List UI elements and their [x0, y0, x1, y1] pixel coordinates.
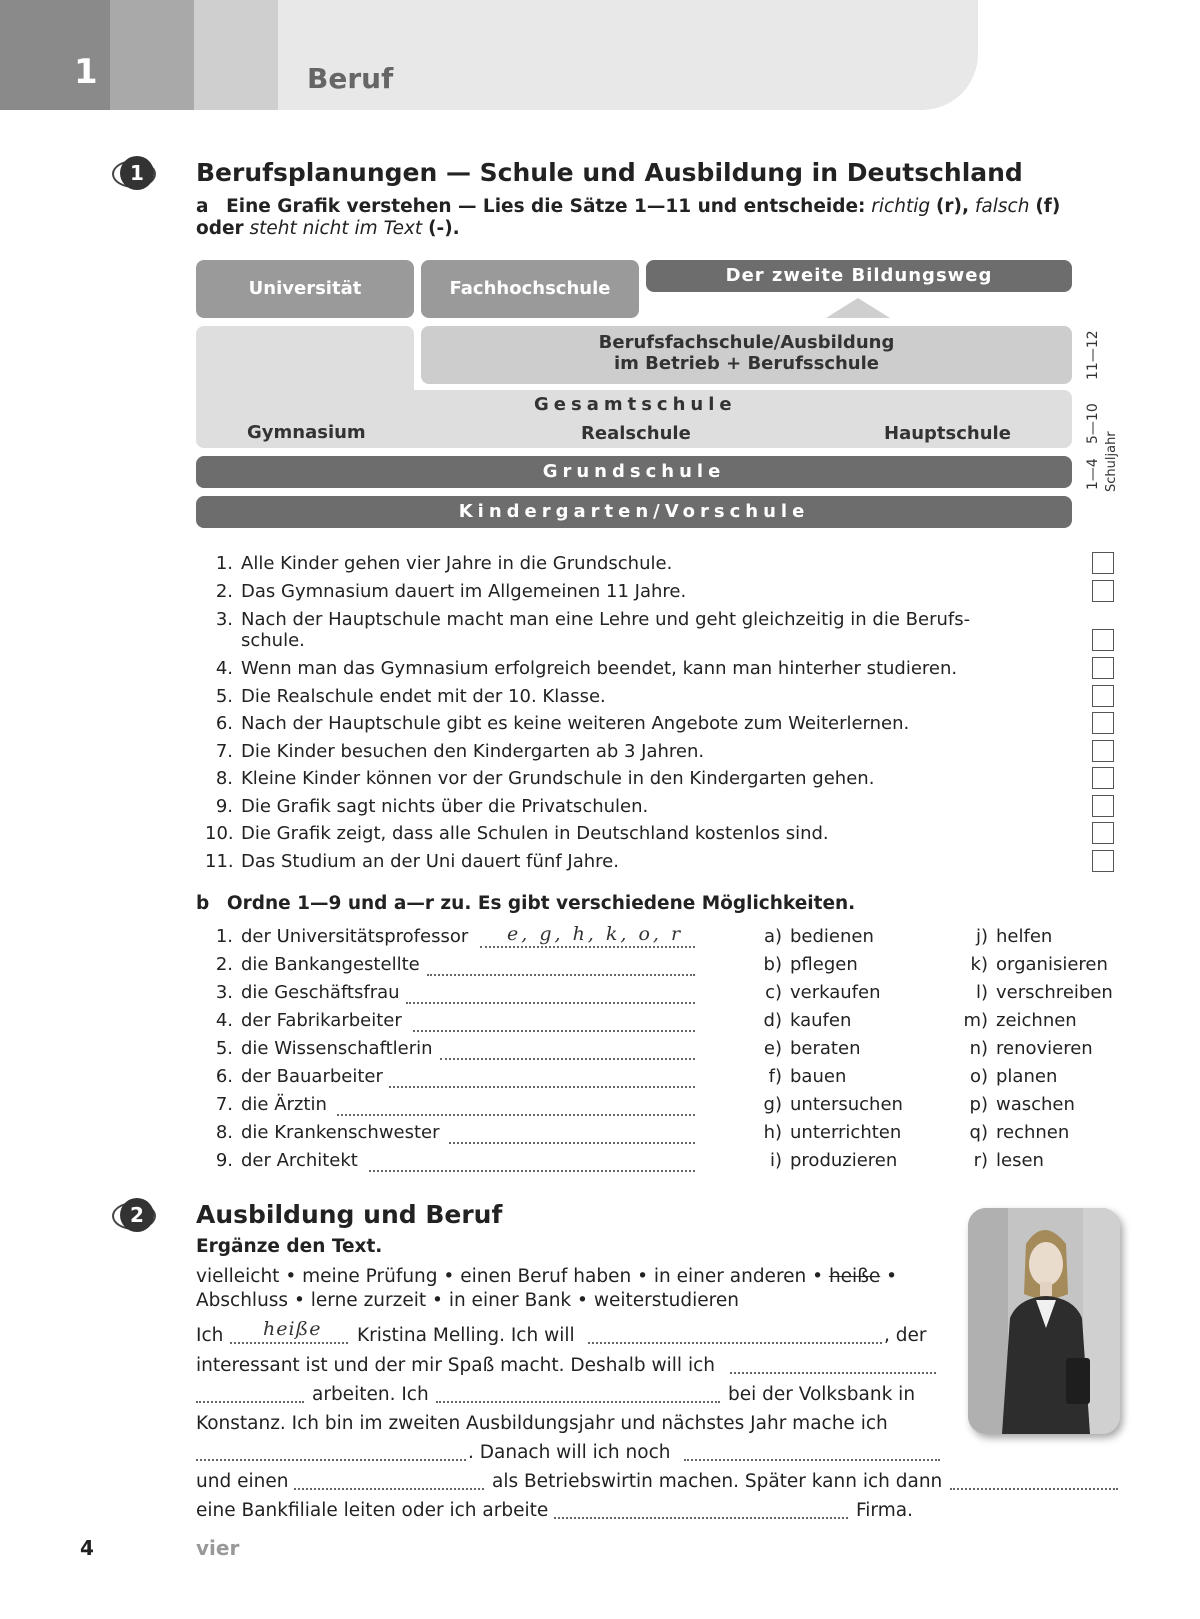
statement: 5. Die Realschule endet mit der 10. Klasse.	[215, 686, 606, 707]
exercise-2-number: 2	[120, 1198, 154, 1232]
exercise-2-badge	[112, 1198, 154, 1232]
exercise-2-instruction: Ergänze den Text.	[196, 1236, 383, 1257]
person-row: 7. die Ärztin	[205, 1094, 695, 1118]
arrow-up-icon	[826, 298, 890, 318]
verb-item: i) produzieren	[769, 1150, 898, 1171]
verb-item: a) bedienen	[763, 926, 874, 947]
years-5-10: 5—10	[1085, 403, 1101, 444]
word-bank-item: meine Prüfung	[302, 1266, 438, 1287]
cloze-gap-3[interactable]	[730, 1356, 936, 1374]
handwritten-answer: heiße	[263, 1318, 322, 1340]
answer-checkbox[interactable]	[1092, 850, 1114, 872]
years-1-4: 1—4	[1085, 458, 1101, 490]
statement: 8. Kleine Kinder können vor der Grundschule in den Kindergarten gehen.	[215, 768, 875, 789]
person-row: 5. die Wissenschaftlerin	[205, 1038, 695, 1062]
answer-line[interactable]	[427, 974, 695, 976]
statement: 11. Das Studium an der Uni dauert fünf Jahre.	[205, 851, 619, 872]
exercise-1-badge	[112, 156, 154, 190]
verb-item: n) renovieren	[969, 1038, 1093, 1059]
task-b-instruction: b Ordne 1—9 und a—r zu. Es gibt verschiedene Möglichkeiten.	[196, 893, 856, 914]
chapter-title: Beruf	[307, 62, 394, 95]
task-b-label: b	[196, 893, 210, 914]
cloze-gap-7[interactable]	[294, 1472, 484, 1490]
statement: 1. Alle Kinder gehen vier Jahre in die Grundschule.	[215, 553, 673, 574]
years-11-12: 11—12	[1085, 330, 1101, 380]
word-bank-item-used: heiße	[828, 1266, 881, 1287]
verb-item: k) organisieren	[970, 954, 1108, 975]
exercise-2-title: Ausbildung und Beruf	[196, 1200, 503, 1229]
box-universitaet: Universität	[196, 260, 414, 318]
cloze-gap-8[interactable]	[950, 1472, 1118, 1490]
verb-item: f) bauen	[768, 1066, 847, 1087]
schuljahr-label: Schuljahr	[1104, 431, 1119, 492]
answer-line[interactable]	[440, 1058, 695, 1060]
label-gymnasium: Gymnasium	[247, 422, 366, 443]
cloze-gap-2[interactable]	[588, 1326, 882, 1344]
answer-checkbox[interactable]	[1092, 580, 1114, 602]
answer-line[interactable]	[449, 1142, 695, 1144]
box-grundschule: Grundschule	[196, 456, 1072, 488]
cloze-text: bei der Volksbank in	[728, 1384, 916, 1405]
answer-line[interactable]	[337, 1114, 695, 1116]
cloze-text: als Betriebswirtin machen. Später kann ich dann	[492, 1471, 943, 1492]
cloze-text: , der	[884, 1325, 927, 1346]
person-row: 9. der Architekt	[205, 1150, 695, 1174]
label-hauptschule: Hauptschule	[884, 423, 1011, 444]
verb-item: h) unterrichten	[763, 1122, 902, 1143]
cloze-gap-9[interactable]	[554, 1501, 848, 1519]
answer-checkbox[interactable]	[1092, 685, 1114, 707]
person-row: 4. der Fabrikarbeiter	[205, 1010, 695, 1034]
word-bank-item: weiterstudieren	[593, 1290, 739, 1311]
woman-illustration	[968, 1208, 1120, 1434]
statement: 7. Die Kinder besuchen den Kindergarten ab 3 Jahren.	[215, 741, 705, 762]
cloze-text: interessant ist und der mir Spaß macht. Deshalb will ich	[196, 1355, 715, 1376]
box-berufsfachschule: Berufsfachschule/Ausbildung im Betrieb + Berufsschule	[421, 326, 1072, 384]
handwritten-answer: e, g, h, k, o, r	[507, 923, 684, 945]
box-kindergarten: Kindergarten/Vorschule	[196, 496, 1072, 528]
exercise-1-title: Berufsplanungen — Schule und Ausbildung in Deutschland	[196, 158, 1023, 187]
person-row: 6. der Bauarbeiter	[205, 1066, 695, 1090]
statement: 6. Nach der Hauptschule gibt es keine weiteren Angebote zum Weiterlernen.	[215, 713, 910, 734]
answer-line[interactable]	[389, 1086, 695, 1088]
box-fachhochschule: Fachhochschule	[421, 260, 639, 318]
cloze-gap-6[interactable]	[684, 1443, 940, 1461]
person-row: 2. die Bankangestellte	[205, 954, 695, 978]
word-bank-line-2: Abschluss • lerne zurzeit • in einer Bank • weiterstudieren	[196, 1290, 739, 1311]
word-bank-item: lerne zurzeit	[310, 1290, 427, 1311]
answer-checkbox[interactable]	[1092, 629, 1114, 651]
answer-checkbox[interactable]	[1092, 552, 1114, 574]
verb-item: l) verschreiben	[975, 982, 1113, 1003]
statement: 9. Die Grafik sagt nichts über die Privatschulen.	[215, 796, 649, 817]
word-bank-line-1: vielleicht • meine Prüfung • einen Beruf haben • in einer anderen • heiße •	[196, 1266, 898, 1287]
answer-checkbox[interactable]	[1092, 795, 1114, 817]
person-row: 3. die Geschäftsfrau	[205, 982, 695, 1006]
verb-item: o) planen	[969, 1066, 1058, 1087]
person-row: 8. die Krankenschwester	[205, 1122, 695, 1146]
answer-line[interactable]	[406, 1002, 695, 1004]
statement: 2. Das Gymnasium dauert im Allgemeinen 11 Jahre.	[215, 581, 687, 602]
task-a-label: a	[196, 196, 209, 217]
header-band-mid	[110, 0, 194, 110]
statement: 3. Nach der Hauptschule macht man eine Lehre und geht gleichzeitig in die Berufs-schule.	[215, 609, 971, 651]
verb-item: m) zeichnen	[963, 1010, 1077, 1031]
cloze-gap-3b[interactable]	[196, 1385, 304, 1403]
verb-item: q) rechnen	[969, 1122, 1070, 1143]
cloze-text: Firma.	[856, 1500, 913, 1521]
answer-line[interactable]	[480, 946, 695, 948]
chapter-number: 1	[74, 52, 98, 92]
answer-line[interactable]	[413, 1030, 695, 1032]
cloze-text: und einen	[196, 1471, 289, 1492]
box-zweite-bildungsweg: Der zweite Bildungsweg	[646, 260, 1072, 292]
verb-item: c) verkaufen	[765, 982, 881, 1003]
task-a-instruction: a Eine Grafik verstehen — Lies die Sätze 1—11 und entscheide: richtig (r), falsch (f) oder steht nicht im Text (-).	[196, 196, 1061, 239]
header-band-light	[194, 0, 278, 110]
word-bank-item: einen Beruf haben	[460, 1266, 632, 1287]
cloze-text: arbeiten. Ich	[312, 1384, 429, 1405]
word-bank-item: Abschluss	[196, 1290, 289, 1311]
cloze-text: Kristina Melling. Ich will	[357, 1325, 575, 1346]
cloze-text: Konstanz. Ich bin im zweiten Ausbildungsjahr und nächstes Jahr mache ich	[196, 1413, 888, 1434]
answer-checkbox[interactable]	[1092, 740, 1114, 762]
verb-item: b) pflegen	[763, 954, 858, 975]
word-bank-item: vielleicht	[196, 1266, 280, 1287]
answer-checkbox[interactable]	[1092, 822, 1114, 844]
cloze-text: eine Bankfiliale leiten oder ich arbeite	[196, 1500, 549, 1521]
verb-item: e) beraten	[763, 1038, 861, 1059]
answer-line[interactable]	[369, 1170, 695, 1172]
verb-item: p) waschen	[969, 1094, 1075, 1115]
statement: 4. Wenn man das Gymnasium erfolgreich beendet, kann man hinterher studieren.	[215, 658, 958, 679]
statement: 10. Die Grafik zeigt, dass alle Schulen in Deutschland kostenlos sind.	[205, 823, 829, 844]
page-word: vier	[196, 1536, 240, 1560]
label-realschule: Realschule	[581, 423, 691, 444]
verb-item: g) untersuchen	[763, 1094, 903, 1115]
word-bank-item: in einer anderen	[653, 1266, 807, 1287]
word-bank-item: in einer Bank	[448, 1290, 572, 1311]
answer-checkbox[interactable]	[1092, 767, 1114, 789]
cloze-gap-5[interactable]	[196, 1443, 466, 1461]
cloze-gap-4[interactable]	[436, 1385, 720, 1403]
answer-checkbox[interactable]	[1092, 712, 1114, 734]
verb-item: j) helfen	[975, 926, 1053, 947]
page-number: 4	[80, 1536, 94, 1560]
woman-photo	[968, 1208, 1120, 1434]
verb-item: r) lesen	[973, 1150, 1044, 1171]
exercise-1-number: 1	[120, 156, 154, 190]
answer-checkbox[interactable]	[1092, 657, 1114, 679]
cloze-text: Ich	[196, 1325, 224, 1346]
label-gesamtschule: Gesamtschule	[534, 394, 737, 415]
person-row: 1. der Universitätsprofessor e, g, h, k, o, r	[205, 926, 695, 950]
cloze-text: . Danach will ich noch	[468, 1442, 671, 1463]
verb-item: d) kaufen	[763, 1010, 852, 1031]
